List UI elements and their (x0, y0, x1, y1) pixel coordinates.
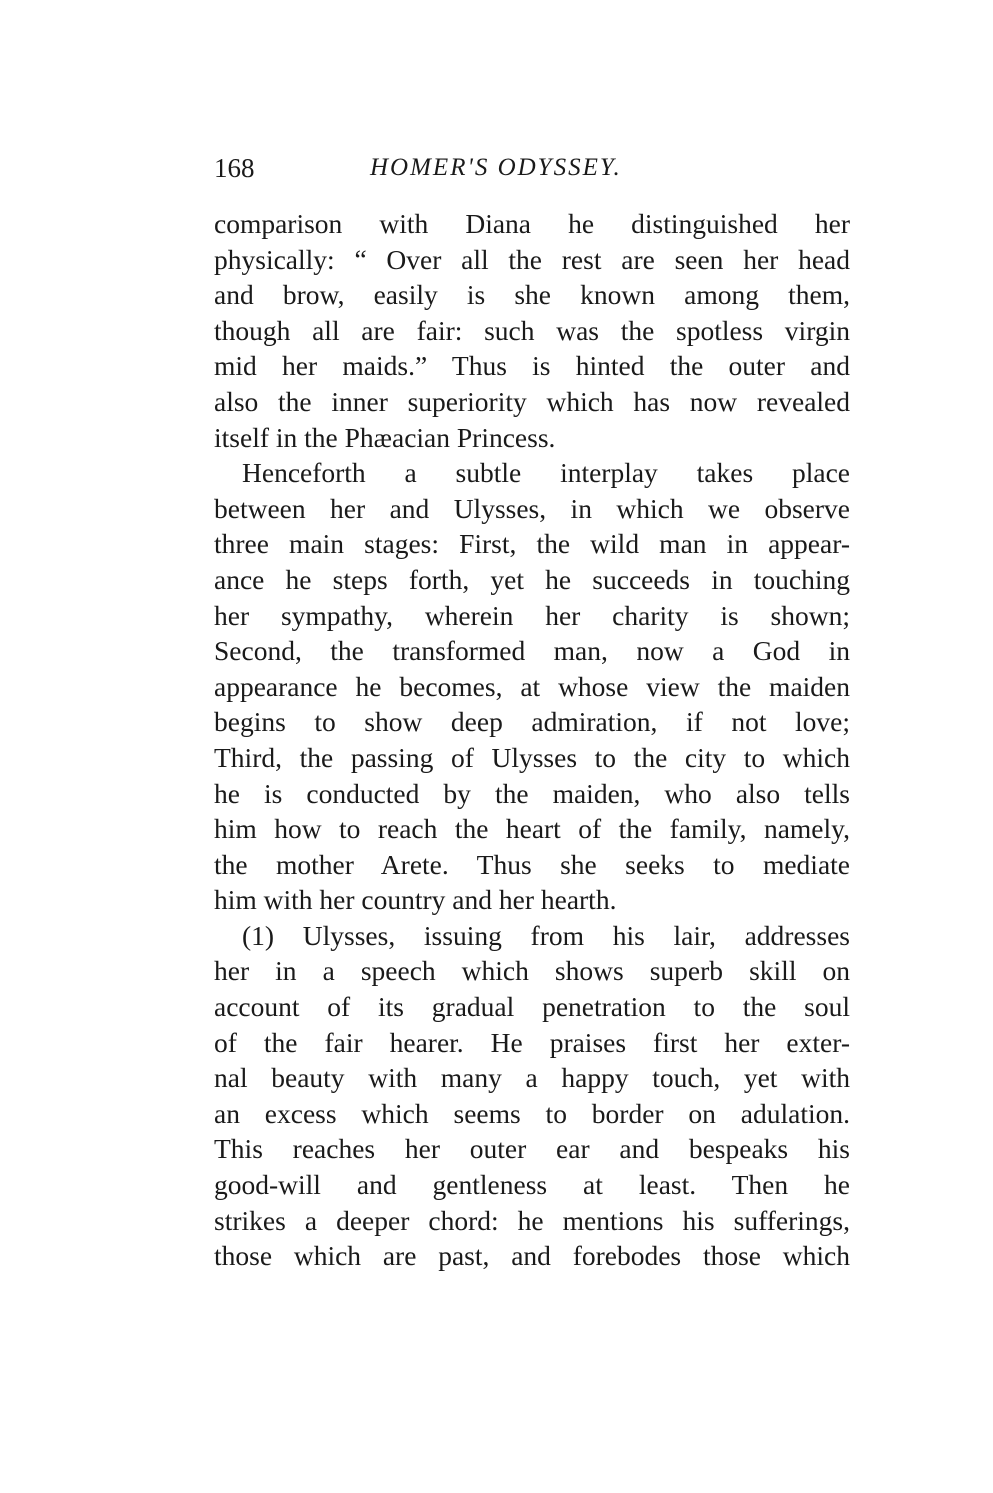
text-line: begins to show deep admiration, if not love; (214, 706, 850, 738)
page-number: 168 (214, 153, 255, 183)
body-text (214, 206, 850, 1274)
text-line: physically: “ Over all the rest are seen her head (214, 243, 850, 275)
text-line: nal beauty with many a happy touch, yet with (214, 1062, 850, 1094)
text-line: account of its gradual penetration to the soul (214, 991, 850, 1023)
text-line: and brow, easily is she known among them, (214, 279, 850, 311)
text-line: ance he steps forth, yet he succeeds in touching (214, 563, 850, 595)
text-line: him with her country and her hearth. (214, 884, 617, 916)
text-line: strikes a deeper chord: he mentions his sufferings, (214, 1204, 850, 1236)
text-line: This reaches her outer ear and bespeaks his (214, 1133, 850, 1165)
text-line: the mother Arete. Thus she seeks to mediate (214, 848, 850, 880)
text-line: appearance he becomes, at whose view the maiden (214, 670, 850, 702)
text-line: good-will and gentleness at least. Then he (214, 1169, 850, 1201)
text-line: though all are fair: such was the spotless virgin (214, 314, 850, 346)
text-line: between her and Ulysses, in which we observe (214, 492, 850, 524)
text-line: her sympathy, wherein her charity is shown; (214, 599, 850, 631)
page-header (214, 148, 850, 188)
text-line: also the inner superiority which has now revealed (214, 385, 850, 417)
text-line: of the fair hearer. He praises first her exter- (214, 1026, 850, 1058)
text-line: itself in the Phæacian Princess. (214, 421, 556, 453)
text-line: he is conducted by the maiden, who also tells (214, 777, 850, 809)
running-title: HOMER'S ODYSSEY. (370, 154, 622, 181)
text-line: her in a speech which shows superb skill on (214, 955, 850, 987)
text-line: (1) Ulysses, issuing from his lair, addresses (242, 919, 850, 951)
text-line: three main stages: First, the wild man in appear- (214, 528, 850, 560)
text-line: Third, the passing of Ulysses to the city to which (214, 741, 850, 773)
text-line: Henceforth a subtle interplay takes place (242, 457, 850, 489)
text-line: those which are past, and forebodes those which (214, 1240, 850, 1272)
text-line: Second, the transformed man, now a God in (214, 635, 850, 667)
text-line: mid her maids.” Thus is hinted the outer and (214, 350, 850, 382)
text-line: an excess which seems to border on adulation. (214, 1097, 850, 1129)
text-line: him how to reach the heart of the family, namely, (214, 813, 850, 845)
text-line: comparison with Diana he distinguished her (214, 208, 850, 239)
